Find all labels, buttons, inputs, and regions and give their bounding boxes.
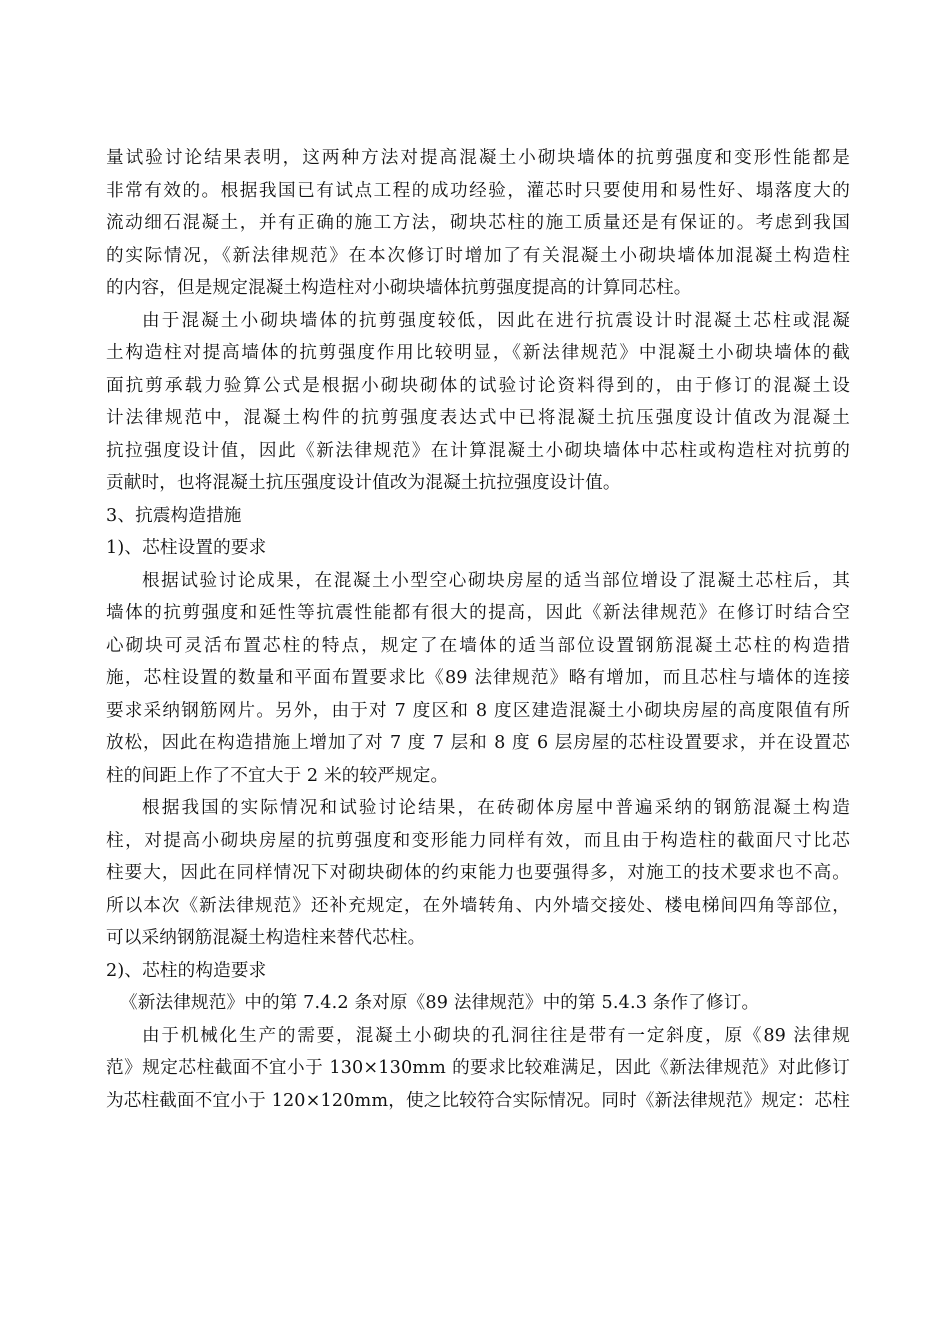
paragraph-line: 流动细石混凝土，并有正确的施工方法，砌块芯柱的施工质量还是有保证的。考虑到我国 bbox=[106, 213, 850, 233]
paragraph-line: 土构造柱对提高墙体的抗剪强度作用比较明显，《新法律规范》中混凝土小砌块墙体的截 bbox=[106, 343, 850, 363]
paragraph-line: 放松，因此在构造措施上增加了对 7 度 7 层和 8 度 6 层房屋的芯柱设置要求，并在设置芯 bbox=[106, 733, 850, 753]
paragraph-line: 范》规定芯柱截面不宜小于 130×130mm 的要求比较难满足，因此《新法律规范》对此修订 bbox=[106, 1058, 850, 1078]
paragraph-line: 《新法律规范》中的第 7.4.2 条对原《89 法律规范》中的第 5.4.3 条作了修订。 bbox=[120, 993, 760, 1013]
paragraph-line: 可以采纳钢筋混凝土构造柱来替代芯柱。 bbox=[106, 928, 426, 948]
paragraph-line: 量试验讨论结果表明，这两种方法对提高混凝土小砌块墙体的抗剪强度和变形性能都是 bbox=[106, 148, 850, 168]
subsection-heading: 2)、芯柱的构造要求 bbox=[106, 960, 267, 981]
paragraph-line: 根据试验讨论成果，在混凝土小型空心砌块房屋的适当部位增设了混凝土芯柱后，其 bbox=[142, 570, 850, 591]
paragraph-line: 要求采纳钢筋网片。另外，由于对 7 度区和 8 度区建造混凝土小砌块房屋的高度限值有所 bbox=[106, 700, 850, 721]
paragraph-line: 非常有效的。根据我国已有试点工程的成功经验，灌芯时只要使用和易性好、塌落度大的 bbox=[106, 180, 850, 201]
paragraph-line: 抗拉强度设计值，因此《新法律规范》在计算混凝土小砌块墙体中芯柱或构造柱对抗剪的 bbox=[106, 440, 850, 461]
paragraph-line: 墙体的抗剪强度和延性等抗震性能都有很大的提高，因此《新法律规范》在修订时结合空 bbox=[106, 603, 850, 623]
paragraph-line: 计法律规范中，混凝土构件的抗剪强度表达式中已将混凝土抗压强度设计值改为混凝土 bbox=[106, 408, 850, 428]
paragraph-line: 所以本次《新法律规范》还补充规定，在外墙转角、内外墙交接处、楼电梯间四角等部位， bbox=[106, 895, 850, 916]
paragraph-line: 根据我国的实际情况和试验讨论结果，在砖砌体房屋中普遍采纳的钢筋混凝土构造 bbox=[142, 798, 850, 818]
paragraph-line: 由于机械化生产的需要，混凝土小砌块的孔洞往往是带有一定斜度，原《89 法律规 bbox=[142, 1025, 850, 1046]
paragraph-line: 心砌块可灵活布置芯柱的特点，规定了在墙体的适当部位设置钢筋混凝土芯柱的构造措 bbox=[106, 635, 850, 656]
paragraph-line: 的内容，但是规定混凝土构造柱对小砌块墙体抗剪强度提高的计算同芯柱。 bbox=[106, 278, 692, 298]
subsection-heading: 1)、芯柱设置的要求 bbox=[106, 538, 267, 558]
section-heading: 3、抗震构造措施 bbox=[106, 505, 242, 526]
paragraph-line: 柱，对提高小砌块房屋的抗剪强度和变形能力同样有效，而且由于构造柱的截面尺寸比芯 bbox=[106, 830, 850, 851]
paragraph-line: 施，芯柱设置的数量和平面布置要求比《89 法律规范》略有增加，而且芯柱与墙体的连接 bbox=[106, 668, 850, 688]
paragraph-line: 柱要大，因此在同样情况下对砌块砌体的约束能力也要强得多，对施工的技术要求也不高。 bbox=[106, 863, 850, 883]
paragraph-line: 贡献时，也将混凝土抗压强度设计值改为混凝土抗拉强度设计值。 bbox=[106, 473, 621, 493]
paragraph-line: 为芯柱截面不宜小于 120×120mm，使之比较符合实际情况。同时《新法律规范》规定：芯柱 bbox=[106, 1090, 850, 1111]
paragraph-line: 柱的间距上作了不宜大于 2 米的较严规定。 bbox=[106, 765, 449, 786]
document-body bbox=[106, 142, 850, 1117]
paragraph-line: 的实际情况，《新法律规范》在本次修订时增加了有关混凝土小砌块墙体加混凝土构造柱 bbox=[106, 245, 850, 266]
paragraph-line: 面抗剪承载力验算公式是根据小砌块砌体的试验讨论资料得到的，由于修订的混凝土设 bbox=[106, 375, 850, 396]
paragraph-line: 由于混凝土小砌块墙体的抗剪强度较低，因此在进行抗震设计时混凝土芯柱或混凝 bbox=[142, 310, 850, 331]
